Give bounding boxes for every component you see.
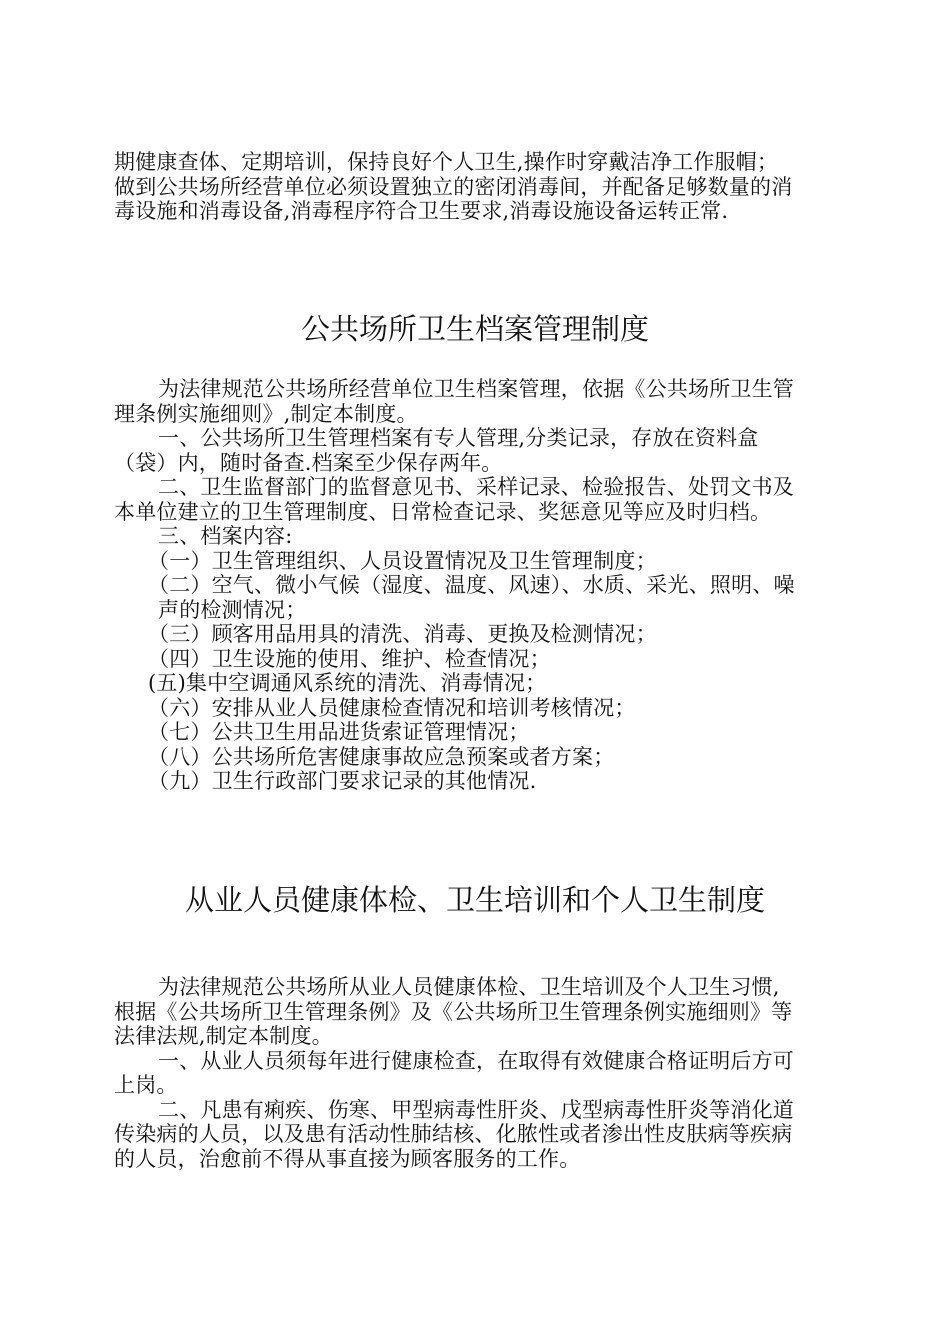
list-item: （二）空气、微小气候（湿度、温度、风速）、水质、采光、照明、噪 [148, 573, 795, 597]
paragraph-line: 为法律规范公共场所从业人员健康体检、卫生培训及个人卫生习惯, [158, 975, 780, 999]
paragraph-line: 传染病的人员，以及患有活动性肺结核、化脓性或者渗出性皮肤病等疾病 [114, 1122, 793, 1146]
paragraph-line: 一、公共场所卫生管理档案有专人管理,分类记录，存放在资料盒 [158, 426, 759, 450]
section-body-archive [114, 377, 842, 794]
paragraph-line: （袋）内，随时备查.档案至少保存两年。 [114, 450, 503, 475]
paragraph-line: 三、档案内容: [158, 524, 293, 548]
list-item: （六）安排从业人员健康检查情况和培训考核情况； [148, 695, 636, 720]
paragraph-line: 理条例实施细则》,制定本制度。 [114, 401, 418, 426]
section-title-archive: 公共场所卫生档案管理制度 [300, 312, 649, 346]
paragraph-line: 的人员，治愈前不得从事直接为顾客服务的工作。 [114, 1146, 581, 1171]
intro-line: 期健康查体、定期培训，保持良好个人卫生,操作时穿戴洁净工作服帽； [114, 150, 779, 174]
paragraph-line: 本单位建立的卫生管理制度、日常检查记录、奖惩意见等应及时归档。 [114, 499, 772, 524]
paragraph-line: 二、卫生监督部门的监督意见书、采样记录、检验报告、处罚文书及 [158, 475, 794, 499]
paragraph-line: 上岗。 [114, 1073, 178, 1097]
list-item: （七）公共卫生用品进货索证管理情况； [148, 720, 530, 744]
section-body-health [114, 975, 842, 1171]
list-item: （四）卫生设施的使用、维护、检查情况； [148, 646, 551, 671]
list-item: (五)集中空调通风系统的清洗、消毒情况； [148, 671, 547, 695]
paragraph-line: 根据《公共场所卫生管理条例》及《公共场所卫生管理条例实施细则》等 [114, 999, 793, 1024]
paragraph-line: 二、凡患有痢疾、伤寒、甲型病毒性肝炎、戊型病毒性肝炎等消化道 [158, 1097, 794, 1122]
intro-line: 毒设施和消毒设备,消毒程序符合卫生要求,消毒设施设备运转正常. [114, 199, 729, 223]
paragraph-line: 法律法规,制定本制度。 [114, 1024, 333, 1048]
list-item-continued: 声的检测情况； [158, 597, 307, 622]
list-item: （一）卫生管理组织、人员设置情况及卫生管理制度； [148, 548, 657, 573]
list-item: （三）顾客用品用具的清洗、消毒、更换及检测情况； [148, 622, 657, 646]
paragraph-line: 为法律规范公共场所经营单位卫生档案管理，依据《公共场所卫生管 [158, 377, 794, 401]
list-item: （八）公共场所危害健康事故应急预案或者方案； [148, 744, 615, 769]
paragraph-line: 一、从业人员须每年进行健康检查，在取得有效健康合格证明后方可 [158, 1048, 794, 1073]
section-title-health: 从业人员健康体检、卫生培训和个人卫生制度 [184, 883, 765, 917]
intro-paragraph [114, 150, 842, 224]
intro-line: 做到公共场所经营单位必须设置独立的密闭消毒间，并配备足够数量的消 [114, 174, 793, 199]
list-item: （九）卫生行政部门要求记录的其他情况. [148, 769, 537, 793]
